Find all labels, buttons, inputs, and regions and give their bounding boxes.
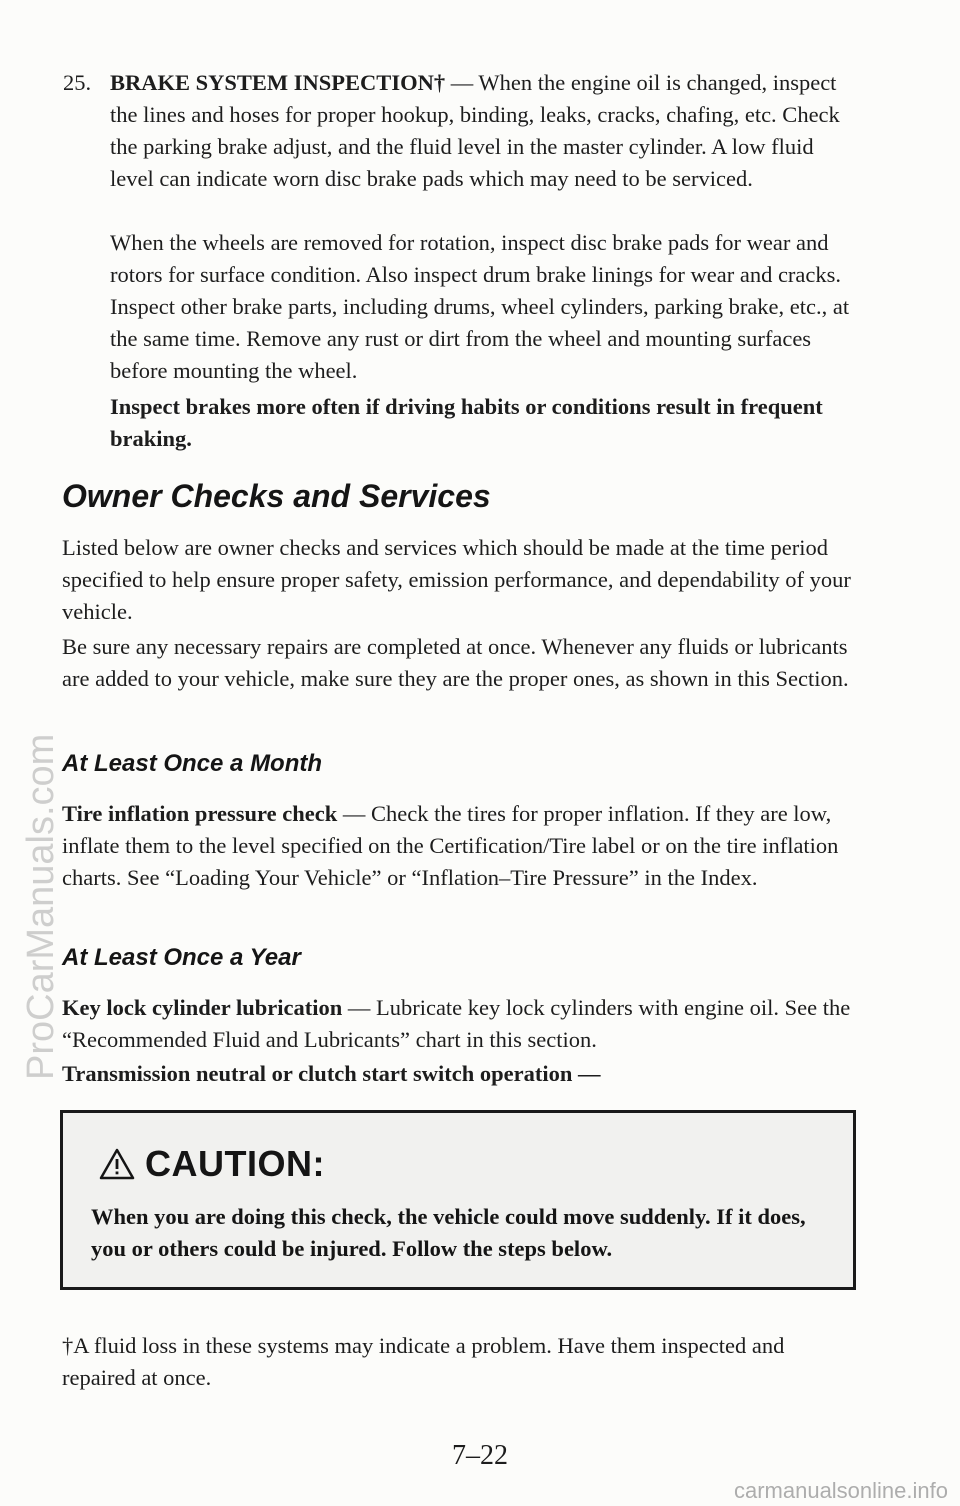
caution-text: When you are doing this check, the vehicle could move suddenly. If it does, you or others could be injured. Follow the steps below. — [91, 1204, 806, 1261]
side-watermark: ProCarManuals.com — [20, 733, 62, 1080]
key-lock-lubrication — [62, 992, 852, 1056]
section-intro: Listed below are owner checks and services which should be made at the time period specified to help ensure proper safety, emission performance, and dependability of your vehicle. — [62, 535, 851, 624]
section-intro-repairs: Be sure any necessary repairs are completed at once. Whenever any fluids or lubricants are added to your vehicle, make sure they are the proper ones, as shown in this Section. — [62, 634, 849, 691]
brake-bold-note: Inspect brakes more often if driving habits or conditions result in frequent braking. — [110, 394, 823, 451]
tire-pressure-text: — Check the tires for proper inflation. If they are low, inflate them to the level specified on the Certification/Tire label or on the tire inflation charts. See “Loading Your Vehicle” or “Inflation–Tire Pressure” in the Index. — [62, 801, 839, 890]
key-lock-text: — Lubricate key lock cylinders with engine oil. See the “Recommended Fluid and Lubricants” chart in this section. — [62, 995, 851, 1052]
caution-title — [99, 1143, 325, 1185]
transmission-switch-check — [62, 1058, 852, 1090]
tire-pressure-label: Tire inflation pressure check — [62, 801, 338, 826]
page-number: 7–22 — [452, 1440, 508, 1471]
section-title: Owner Checks and Services — [62, 478, 491, 514]
yearly-heading: At Least Once a Year — [62, 944, 301, 971]
warning-triangle-icon — [99, 1148, 135, 1180]
key-lock-label: Key lock cylinder lubrication — [62, 995, 343, 1020]
tire-pressure-check — [62, 798, 852, 894]
brake-inspection-paragraph: When the wheels are removed for rotation, inspect disc brake pads for wear and rotors for surface condition. Also inspect drum brake linings for wear and cracks. Inspect other brake parts, including drums, wheel cylinders, parking brake, etc., at the same time. Remove any rust or dirt from the wheel and mounting surfaces before mounting the wheel. — [110, 230, 850, 383]
caution-label: CAUTION: — [145, 1143, 325, 1184]
bottom-watermark: carmanualsonline.info — [733, 1478, 948, 1503]
monthly-heading: At Least Once a Month — [62, 750, 323, 777]
maintenance-item-25 — [63, 67, 853, 195]
transmission-label: Transmission neutral or clutch start switch operation — — [62, 1061, 601, 1086]
item-text: — When the engine oil is changed, inspect the lines and hoses for proper hookup, binding, leaks, cracks, chafing, etc. Check the parking brake adjust, and the fluid level in the master cylinder. A low fluid level can indicate worn disc brake pads which may need to be serviced. — [110, 70, 840, 191]
footnote: †A fluid loss in these systems may indicate a problem. Have them inspected and repaired at once. — [62, 1333, 785, 1390]
item-heading: BRAKE SYSTEM INSPECTION† — [110, 70, 446, 95]
caution-box — [60, 1110, 856, 1290]
item-number: 25. — [63, 70, 92, 95]
